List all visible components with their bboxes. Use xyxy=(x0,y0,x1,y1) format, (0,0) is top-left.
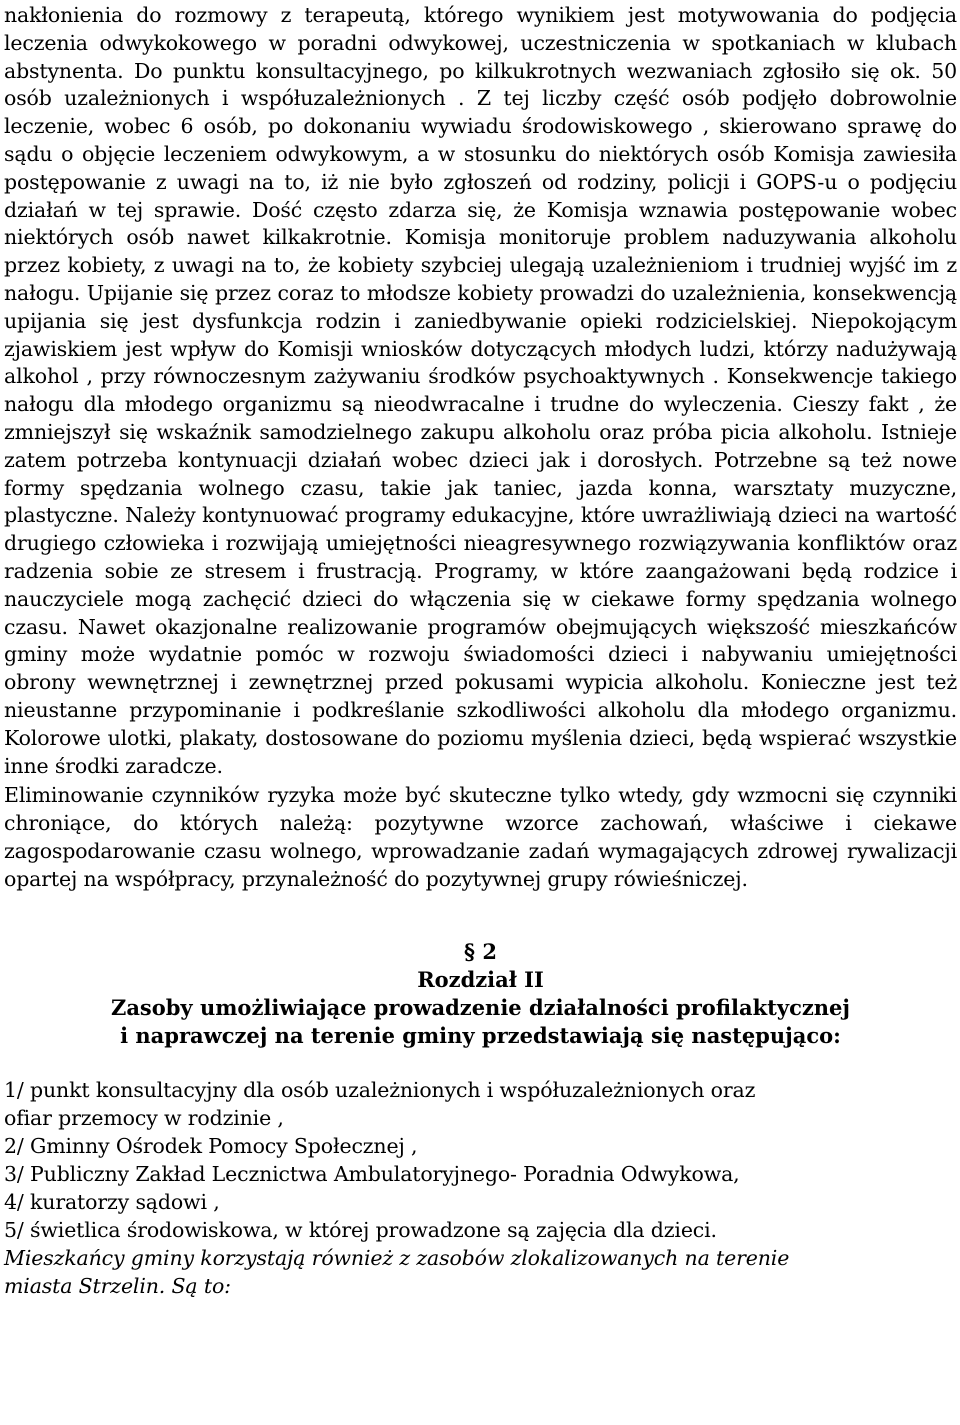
section-paragraph-mark: § 2 xyxy=(464,938,497,964)
closing-italic-line: Mieszkańcy gminy korzystają również z zasobów zlokalizowanych na terenie xyxy=(4,1245,790,1270)
spacer xyxy=(4,894,957,938)
resources-list xyxy=(4,1076,957,1244)
body-paragraph: nakłonienia do rozmowy z terapeutą, którego wynikiem jest motywowania do podjęcia leczenia odwykokowego w poradni odwykowej, uczestniczenia w spotkaniach w klubach abstynenta. Do punktu konsultacyjnego, po kilkukrotnych wezwaniach zgłosiło się ok. 50 osób uzależnionych i współuzależnionych . Z tej liczby część osób podjęło dobrowolnie leczenie, wobec 6 osób, po dokonaniu wywiadu środowiskowego , skierowano sprawę do sądu o objęcie leczeniem odwykowym, a w stosunku do niektórych osób Komisja zawiesiła postępowanie z uwagi na to, iż nie było zgłoszeń od rodziny, policji i GOPS-u o podjęciu działań w tej sprawie. Dość często zdarza się, że Komisja wznawia postępowanie wobec niektórych osób nawet kilkakrotnie. Komisja monitoruje problem naduzywania alkoholu przez kobiety, z uwagi na to, że kobiety szybciej ulegają uzależnieniom i trudniej wyjść im z nałogu. Upijanie się przez coraz to młodsze kobiety prowadzi do uzależnienia, konsekwencją upijania się jest dysfunkcja rodzin i zaniedbywanie opieki rodzicielskiej. Niepokojącym zjawiskiem jest wpływ do Komisji wniosków dotyczących młodych ludzi, którzy nadużywają alkohol , przy równoczesnym zażywaniu środków psychoaktywnych . Konsekwencje takiego nałogu dla młodego organizmu są nieodwracalne i trudne do wyleczenia. Cieszy fakt , że zmniejszył się wskaźnik samodzielnego zakupu alkoholu oraz próba picia alkoholu. Istnieje zatem potrzeba kontynuacji działań wobec dzieci jak i dorosłych. Potrzebne są też nowe formy spędzania wolnego czasu, takie jak taniec, jazda konna, warsztaty muzyczne, plastyczne. Należy kontynuować programy edukacyjne, które uwrażliwiają dzieci na wartość drugiego człowieka i rozwijają umiejętności nieagresywnego rozwiązywania konfliktów oraz radzenia sobie ze stresem i frustracją. Programy, w które zaangażowani będą rodzice i nauczyciele mogą zachęcić dzieci do włączenia się w ciekawe formy spędzania wolnego czasu. Nawet okazjonalne realizowanie programów obejmujących większość mieszkańców gminy może wydatnie pomóc w rozwoju świadomości dzieci i nabywaniu umiejętności obrony wewnętrznej i zewnętrznej przed pokusami wypicia alkoholu. Konieczne jest też nieustanne przypominanie i podkreślanie szkodliwości alkoholu dla młodego organizmu. Kolorowe ulotki, plakaty, dostosowane do poziomu myślenia dzieci, będą wspierać wszystkie inne środki zaradcze. xyxy=(4,3,957,778)
chapter-heading: Rozdział II xyxy=(417,966,544,992)
list-item: 3/ Publiczny Zakład Lecznictwa Ambulatoryjnego- Poradnia Odwykowa, xyxy=(4,1161,740,1186)
document-page xyxy=(4,0,957,1300)
list-item: 5/ świetlica środowiskowa, w której prowadzone są zajęcia dla dzieci. xyxy=(4,1217,717,1242)
list-item: ofiar przemocy w rodzinie , xyxy=(4,1105,284,1130)
list-item: 2/ Gminny Ośrodek Pomocy Społecznej , xyxy=(4,1133,418,1158)
body-paragraph-protective-factors: Eliminowanie czynników ryzyka może być skuteczne tylko wtedy, gdy wzmocni się czynniki chroniące, do których należą: pozytywne wzorce zachowań, właściwe i ciekawe zagospodarowanie czasu wolnego, wprowadzanie zadań wymagających zdrowej rywalizacji opartej na współpracy, przynależność do pozytywnej grupy rówieśniczej. xyxy=(4,783,957,891)
list-item: 4/ kuratorzy sądowi , xyxy=(4,1189,220,1214)
spacer xyxy=(4,1050,957,1076)
section-title-line-2: i naprawczej na terenie gminy przedstawiają się następująco: xyxy=(120,1022,841,1048)
closing-italic-line: miasta Strzelin. Są to: xyxy=(4,1273,231,1298)
list-item: 1/ punkt konsultacyjny dla osób uzależnionych i współuzależnionych oraz xyxy=(4,1077,756,1102)
section-title-line-1: Zasoby umożliwiające prowadzenie działalności profilaktycznej xyxy=(110,994,851,1020)
